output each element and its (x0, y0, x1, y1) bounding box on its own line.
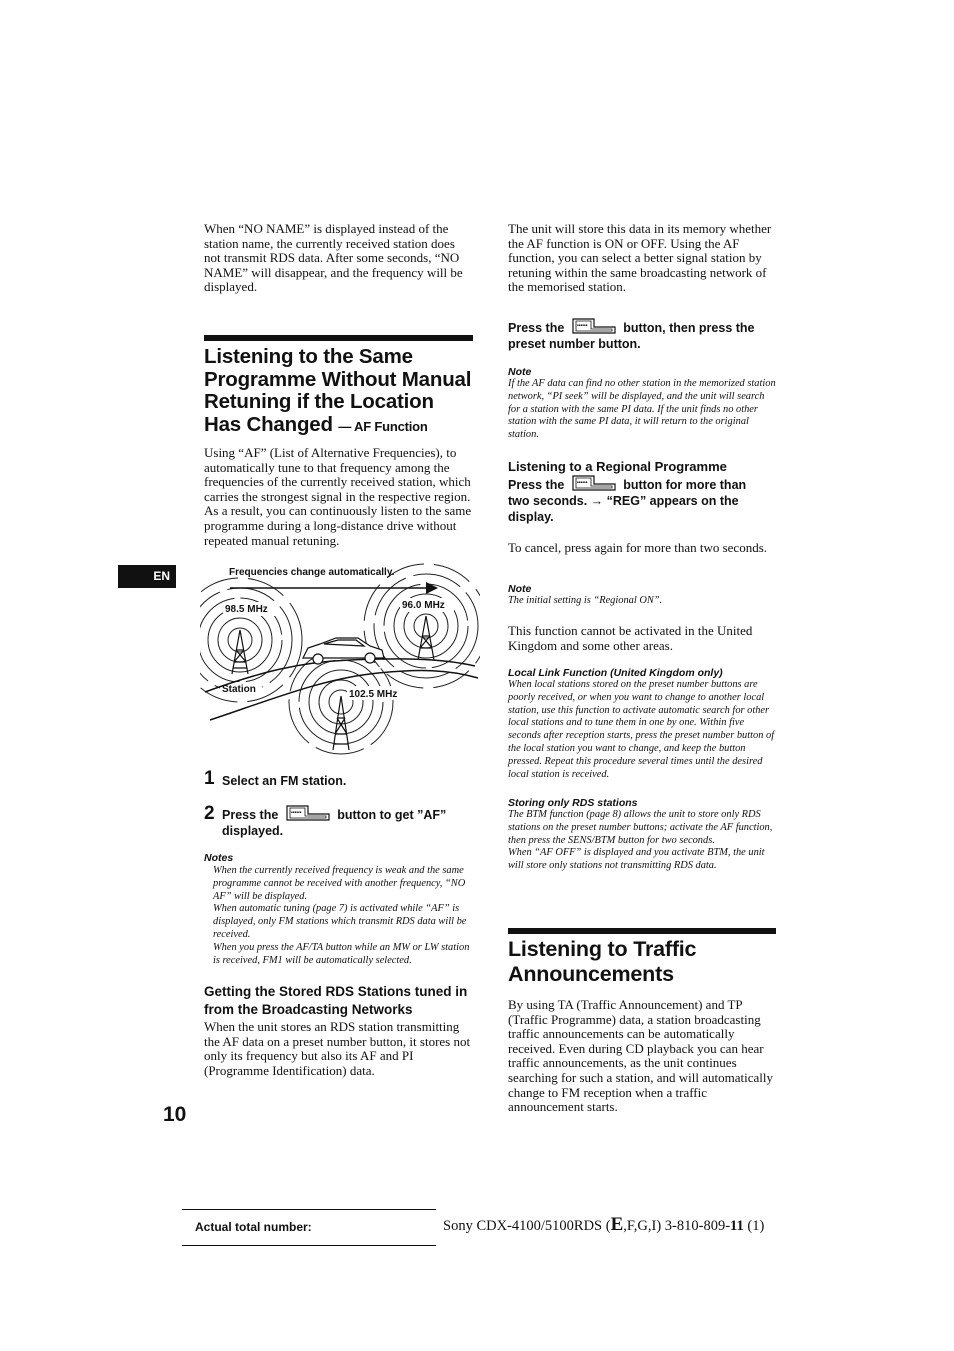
model-mid: ,F,G,I) 3-810-809- (623, 1218, 731, 1234)
af-ta-button-icon (572, 317, 616, 335)
cancel-block (508, 541, 776, 556)
af-intro-paragraph: Using “AF” (List of Alternative Frequencies), to automatically tune to that frequency among the frequencies of the currently received station, which carries the strongest signal in the respective region. As a result, you can continuously listen to the same programme during a long-distance drive without repeated manual retuning. (204, 445, 472, 548)
press1-pre: Press the (508, 321, 565, 335)
regional-heading: Listening to a Regional Programme (508, 459, 727, 474)
regional-pre: Press the (508, 478, 565, 492)
section-rule-traffic (508, 928, 776, 934)
local-link-label: Local Link Function (United Kingdom only) (508, 667, 723, 679)
af-notes (204, 852, 472, 967)
stored-section (204, 983, 472, 1078)
diagram-caption: Frequencies change automatically. (229, 567, 395, 578)
storing-text-1: The BTM function (page 8) allows the unit to store only RDS stations on the preset number buttons; activate the AF function, then press the SENS/BTM button for two seconds. (508, 809, 773, 846)
local-link-text: When local stations stored on the preset number buttons are poorly received, or when you want to change to another local station, use this function to activate automatic search for other local stations and to tune them in one by one. Within five seconds after reception starts, press the preset number button of the local station you want to change, and keep the button pressed. Repeat this procedure several times until the desired local station is received. (508, 679, 775, 780)
storing-label: Storing only RDS stations (508, 797, 638, 809)
uk-block (508, 624, 778, 653)
step-2-text (222, 807, 472, 839)
store-data-paragraph: The unit will store this data in its memory whether the AF function is ON or OFF. Using the AF function, you can select a better signal station by retuning within the same broadcasting network of the memorised station. (508, 221, 772, 295)
stored-heading: Getting the Stored RDS Stations tuned in from the Broadcasting Networks (204, 984, 468, 1017)
press-instruction (508, 320, 780, 352)
regional-post2: two seconds. → “REG” appears on the display. (508, 494, 739, 524)
af-diagram (200, 562, 480, 760)
local-link-section (508, 667, 778, 781)
language-tab-label: EN (153, 569, 170, 583)
traffic-text-block (508, 998, 776, 1115)
model-code (443, 1214, 764, 1236)
section-rule-af (204, 335, 473, 341)
language-tab (118, 565, 176, 588)
af-heading (204, 346, 476, 438)
note-2 (508, 583, 776, 608)
no-name-paragraph: When “NO NAME” is displayed instead of the station name, the currently received station does not transmit RDS data. After some seconds, “NO NAME” will disappear, and the frequency will be displayed. (204, 221, 463, 295)
left-column (204, 222, 474, 295)
svg-text:••••••: •••••• (576, 479, 588, 486)
af-diagram-illustration (200, 562, 480, 760)
af-ta-button-icon (286, 804, 330, 822)
footer-rule-bottom (182, 1245, 436, 1246)
af-intro-block (204, 446, 474, 548)
note-2-label: Note (508, 583, 532, 595)
press1-post2: preset number button. (508, 337, 641, 351)
regional-section (508, 459, 780, 525)
note-1-text: If the AF data can find no other station in the memorized station network, “PI seek” will be displayed, and the unit will search for a station with the same PI data. If the unit finds no other station with the same PI data, it will return to the original station. (508, 378, 776, 441)
model-page: 11 (730, 1218, 744, 1234)
step-1-number: 1 (204, 768, 215, 789)
step-2-post2: displayed. (222, 824, 284, 838)
right-column (508, 222, 778, 295)
note-item-1: When the currently received frequency is weak and the same programme cannot be received with another frequency, “NO AF” will be displayed. (213, 865, 466, 902)
svg-text:••••••: •••••• (290, 809, 302, 816)
step-2-pre: Press the (222, 808, 279, 822)
footer-rule-top (182, 1209, 436, 1210)
traffic-heading-block (508, 937, 780, 987)
freq-label-3: 102.5 MHz (349, 689, 398, 700)
note-item-3: When you press the AF/TA button while an MW or LW station is received, FM1 will be automatically selected. (213, 941, 470, 966)
actual-total-label: Actual total number: (195, 1220, 312, 1234)
step-2-number: 2 (204, 803, 215, 824)
step-2-post: button to get ”AF” (337, 808, 447, 822)
note-1 (508, 366, 776, 442)
freq-label-2: 96.0 MHz (402, 600, 445, 611)
model-pre: Sony CDX-4100/5100RDS ( (443, 1218, 611, 1234)
notes-label: Notes (204, 852, 234, 864)
press1-post: button, then press the (623, 321, 755, 335)
af-heading-sub: — AF Function (338, 418, 428, 434)
storing-text-2: When “AF OFF” is displayed and you activate BTM, the unit will store only stations not transmitting RDS data. (508, 847, 765, 872)
freq-label-1: 98.5 MHz (225, 604, 268, 615)
svg-text:••••••: •••••• (576, 322, 588, 329)
af-ta-button-icon (572, 474, 616, 492)
model-post: (1) (743, 1218, 765, 1234)
page-number: 10 (163, 1103, 187, 1126)
traffic-paragraph: By using TA (Traffic Announcement) and TP (Traffic Programme) data, a station broadcasting traffic announcements can be automatically received. Even during CD playback you can hear traffic announcements, as the unit continues searching for such a station, and will automatically change to FM reception when a traffic announcement starts. (508, 997, 773, 1115)
af-heading-block (204, 346, 476, 438)
regional-post: button for more than (623, 478, 747, 492)
step-1-text: Select an FM station. (222, 774, 347, 788)
note-item-2: When automatic tuning (page 7) is activated while “AF” is displayed, only FM stations which transmit RDS data will be received. (213, 903, 467, 940)
af-heading-main: Listening to the Same Programme Without Manual Retuning if the Location Has Changed (204, 345, 472, 436)
cancel-paragraph: To cancel, press again for more than two seconds. (508, 540, 768, 555)
stored-paragraph: When the unit stores an RDS station transmitting the AF data on a preset number button, it stores not only its frequency but also its AF and PI (Programme Identification) data. (204, 1019, 471, 1078)
note-1-label: Note (508, 366, 532, 378)
station-label: Station (222, 684, 256, 695)
storing-section (508, 797, 776, 873)
model-e: E (610, 1214, 624, 1235)
note-2-text: The initial setting is “Regional ON”. (508, 595, 663, 606)
uk-paragraph: This function cannot be activated in the United Kingdom and some other areas. (508, 623, 753, 653)
traffic-heading: Listening to Traffic Announcements (508, 937, 697, 986)
